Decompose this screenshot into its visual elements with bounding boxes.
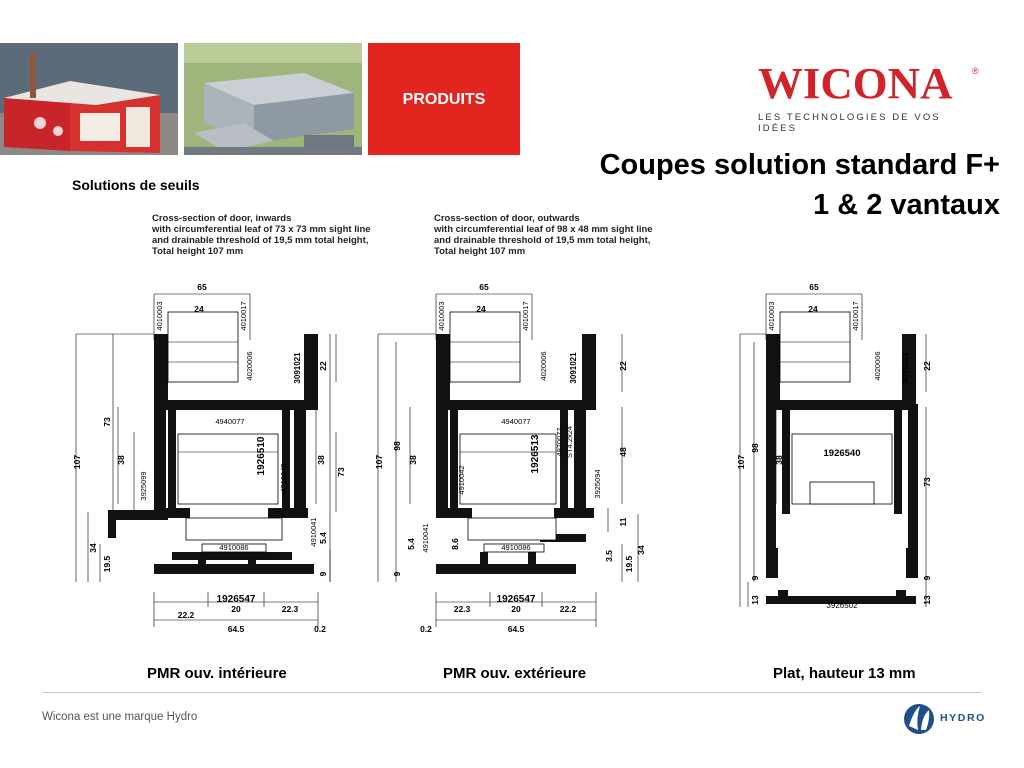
dim-label: 3.5 bbox=[604, 550, 614, 562]
dim-label: 73 bbox=[922, 477, 932, 487]
logo-wordmark: WICONA bbox=[758, 59, 953, 108]
part-number: 4970077 bbox=[555, 427, 564, 457]
part-number: 4910086 bbox=[219, 543, 249, 552]
dim-label: 22.2 bbox=[559, 604, 577, 614]
dim-label: 22.3 bbox=[453, 604, 471, 614]
dim-label: 19.5 bbox=[624, 555, 634, 573]
part-number: 4910041 bbox=[309, 517, 318, 547]
part-number: 4020006 bbox=[245, 351, 254, 381]
dim-label: 98 bbox=[750, 443, 760, 453]
part-number: 4910042 bbox=[279, 463, 288, 493]
part-number: 4910042 bbox=[457, 465, 466, 495]
slide-title-line-1: Coupes solution standard F+ bbox=[599, 149, 1000, 181]
part-number: 1926510 bbox=[256, 436, 267, 476]
hydro-wordmark: HYDRO bbox=[940, 712, 986, 724]
drawing-2-caption bbox=[434, 213, 653, 257]
cross-section-inwards bbox=[68, 282, 346, 637]
dim-label: 20 bbox=[511, 604, 521, 614]
cross-section-flat-threshold bbox=[730, 282, 945, 622]
dim-label: 9 bbox=[922, 575, 932, 581]
part-number: 4020006 bbox=[539, 351, 548, 381]
dim-label: 0.2 bbox=[314, 624, 326, 634]
part-number: 4010017 bbox=[239, 301, 248, 331]
part-number: 4010003 bbox=[767, 301, 776, 331]
caption-line: and drainable threshold of 19,5 mm total height, bbox=[434, 235, 651, 246]
part-number: 3925094 bbox=[593, 469, 602, 499]
part-number: 4020006 bbox=[873, 351, 882, 381]
dim-label: 65 bbox=[809, 282, 819, 292]
cross-section-outwards bbox=[370, 282, 650, 637]
dim-label: 64.5 bbox=[507, 624, 525, 634]
label-flat-threshold: Plat, hauteur 13 mm bbox=[773, 665, 916, 682]
part-number: 1926513 bbox=[530, 434, 541, 474]
dim-label: 73 bbox=[102, 417, 112, 427]
slide-title bbox=[600, 145, 1000, 225]
caption-line: Cross-section of door, inwards bbox=[152, 213, 292, 224]
dim-label: 65 bbox=[197, 282, 207, 292]
dim-label: 64.5 bbox=[227, 624, 245, 634]
exhibition-booth-photo bbox=[0, 43, 178, 155]
caption-line: with circumferential leaf of 98 x 48 mm sight line bbox=[434, 224, 653, 235]
produits-label: PRODUITS bbox=[402, 91, 486, 108]
part-number: 1926547 bbox=[216, 594, 256, 605]
logo-tagline: LES TECHNOLOGIES DE VOS IDÉES bbox=[758, 112, 941, 134]
dim-label: 5.4 bbox=[318, 532, 328, 544]
dim-label: 19.5 bbox=[102, 555, 112, 573]
dim-label: 5.4 bbox=[406, 538, 416, 550]
dim-label: 73 bbox=[336, 467, 346, 477]
part-number: 4910041 bbox=[421, 523, 430, 553]
footer-brand-note: Wicona est une marque Hydro bbox=[42, 711, 198, 723]
part-number: 1926540 bbox=[823, 448, 861, 459]
dim-label: 107 bbox=[736, 454, 746, 470]
part-number: 4010003 bbox=[437, 301, 446, 331]
caption-line: with circumferential leaf of 73 x 73 mm sight line bbox=[152, 224, 371, 235]
dim-label: 107 bbox=[72, 454, 82, 470]
dim-label: 65 bbox=[479, 282, 489, 292]
dim-label: 8.6 bbox=[450, 538, 460, 550]
drawing-1-caption bbox=[152, 213, 371, 257]
dim-label: 22 bbox=[618, 361, 628, 371]
part-number: ST4.2x24 bbox=[565, 425, 574, 459]
dim-label: 22 bbox=[318, 361, 328, 371]
part-number: 4010017 bbox=[851, 301, 860, 331]
caption-line: Total height 107 mm bbox=[434, 246, 526, 257]
hydro-sail-icon bbox=[902, 702, 938, 736]
part-number: 4940077 bbox=[501, 417, 531, 426]
label-pmr-outward: PMR ouv. extérieure bbox=[443, 665, 587, 682]
dim-label: 38 bbox=[774, 455, 784, 465]
dim-label: 9 bbox=[750, 575, 760, 581]
part-number: 1926547 bbox=[496, 594, 536, 605]
dim-label: 22.3 bbox=[281, 604, 299, 614]
dim-label: 9 bbox=[392, 571, 402, 577]
part-number: 3926502 bbox=[826, 601, 858, 610]
wicona-logo bbox=[758, 59, 983, 134]
part-number: 3925099 bbox=[139, 471, 148, 501]
part-number: 4910086 bbox=[501, 543, 531, 552]
dim-label: 24 bbox=[476, 304, 486, 314]
dim-label: 11 bbox=[618, 517, 628, 527]
slide-title-line-2: 1 & 2 vantaux bbox=[813, 189, 1000, 221]
part-number: 4940077 bbox=[215, 417, 245, 426]
dim-label: 24 bbox=[194, 304, 204, 314]
dim-label: 13 bbox=[750, 595, 760, 605]
label-pmr-inward: PMR ouv. intérieure bbox=[147, 665, 287, 682]
caption-line: Cross-section of door, outwards bbox=[434, 213, 580, 224]
dim-label: 20 bbox=[231, 604, 241, 614]
footer-divider bbox=[42, 692, 982, 693]
dim-label: 98 bbox=[392, 441, 402, 451]
dim-label: 34 bbox=[88, 543, 98, 553]
dim-label: 0.2 bbox=[420, 624, 432, 634]
part-number: 4010017 bbox=[521, 301, 530, 331]
part-number: 3091021 bbox=[293, 352, 302, 384]
dim-label: 38 bbox=[408, 455, 418, 465]
dim-label: 22 bbox=[922, 361, 932, 371]
logo-registered-mark: ® bbox=[972, 66, 979, 76]
dim-label: 9 bbox=[318, 571, 328, 577]
caption-line: and drainable threshold of 19,5 mm total height, bbox=[152, 235, 369, 246]
produits-tile[interactable] bbox=[368, 43, 520, 155]
dim-label: 38 bbox=[316, 455, 326, 465]
dim-label: 107 bbox=[374, 454, 384, 470]
dim-label: 38 bbox=[116, 455, 126, 465]
caption-line: Total height 107 mm bbox=[152, 246, 244, 257]
part-number: 4010003 bbox=[155, 301, 164, 331]
part-number: 3091021 bbox=[901, 352, 910, 384]
factory-aerial-photo bbox=[184, 43, 362, 155]
slide-subtitle: Solutions de seuils bbox=[72, 177, 200, 193]
dim-label: 48 bbox=[618, 447, 628, 457]
dim-label: 22.2 bbox=[177, 610, 195, 620]
dim-label: 13 bbox=[922, 595, 932, 605]
part-number: 3091021 bbox=[569, 352, 578, 384]
dim-label: 34 bbox=[636, 545, 646, 555]
dim-label: 24 bbox=[808, 304, 818, 314]
